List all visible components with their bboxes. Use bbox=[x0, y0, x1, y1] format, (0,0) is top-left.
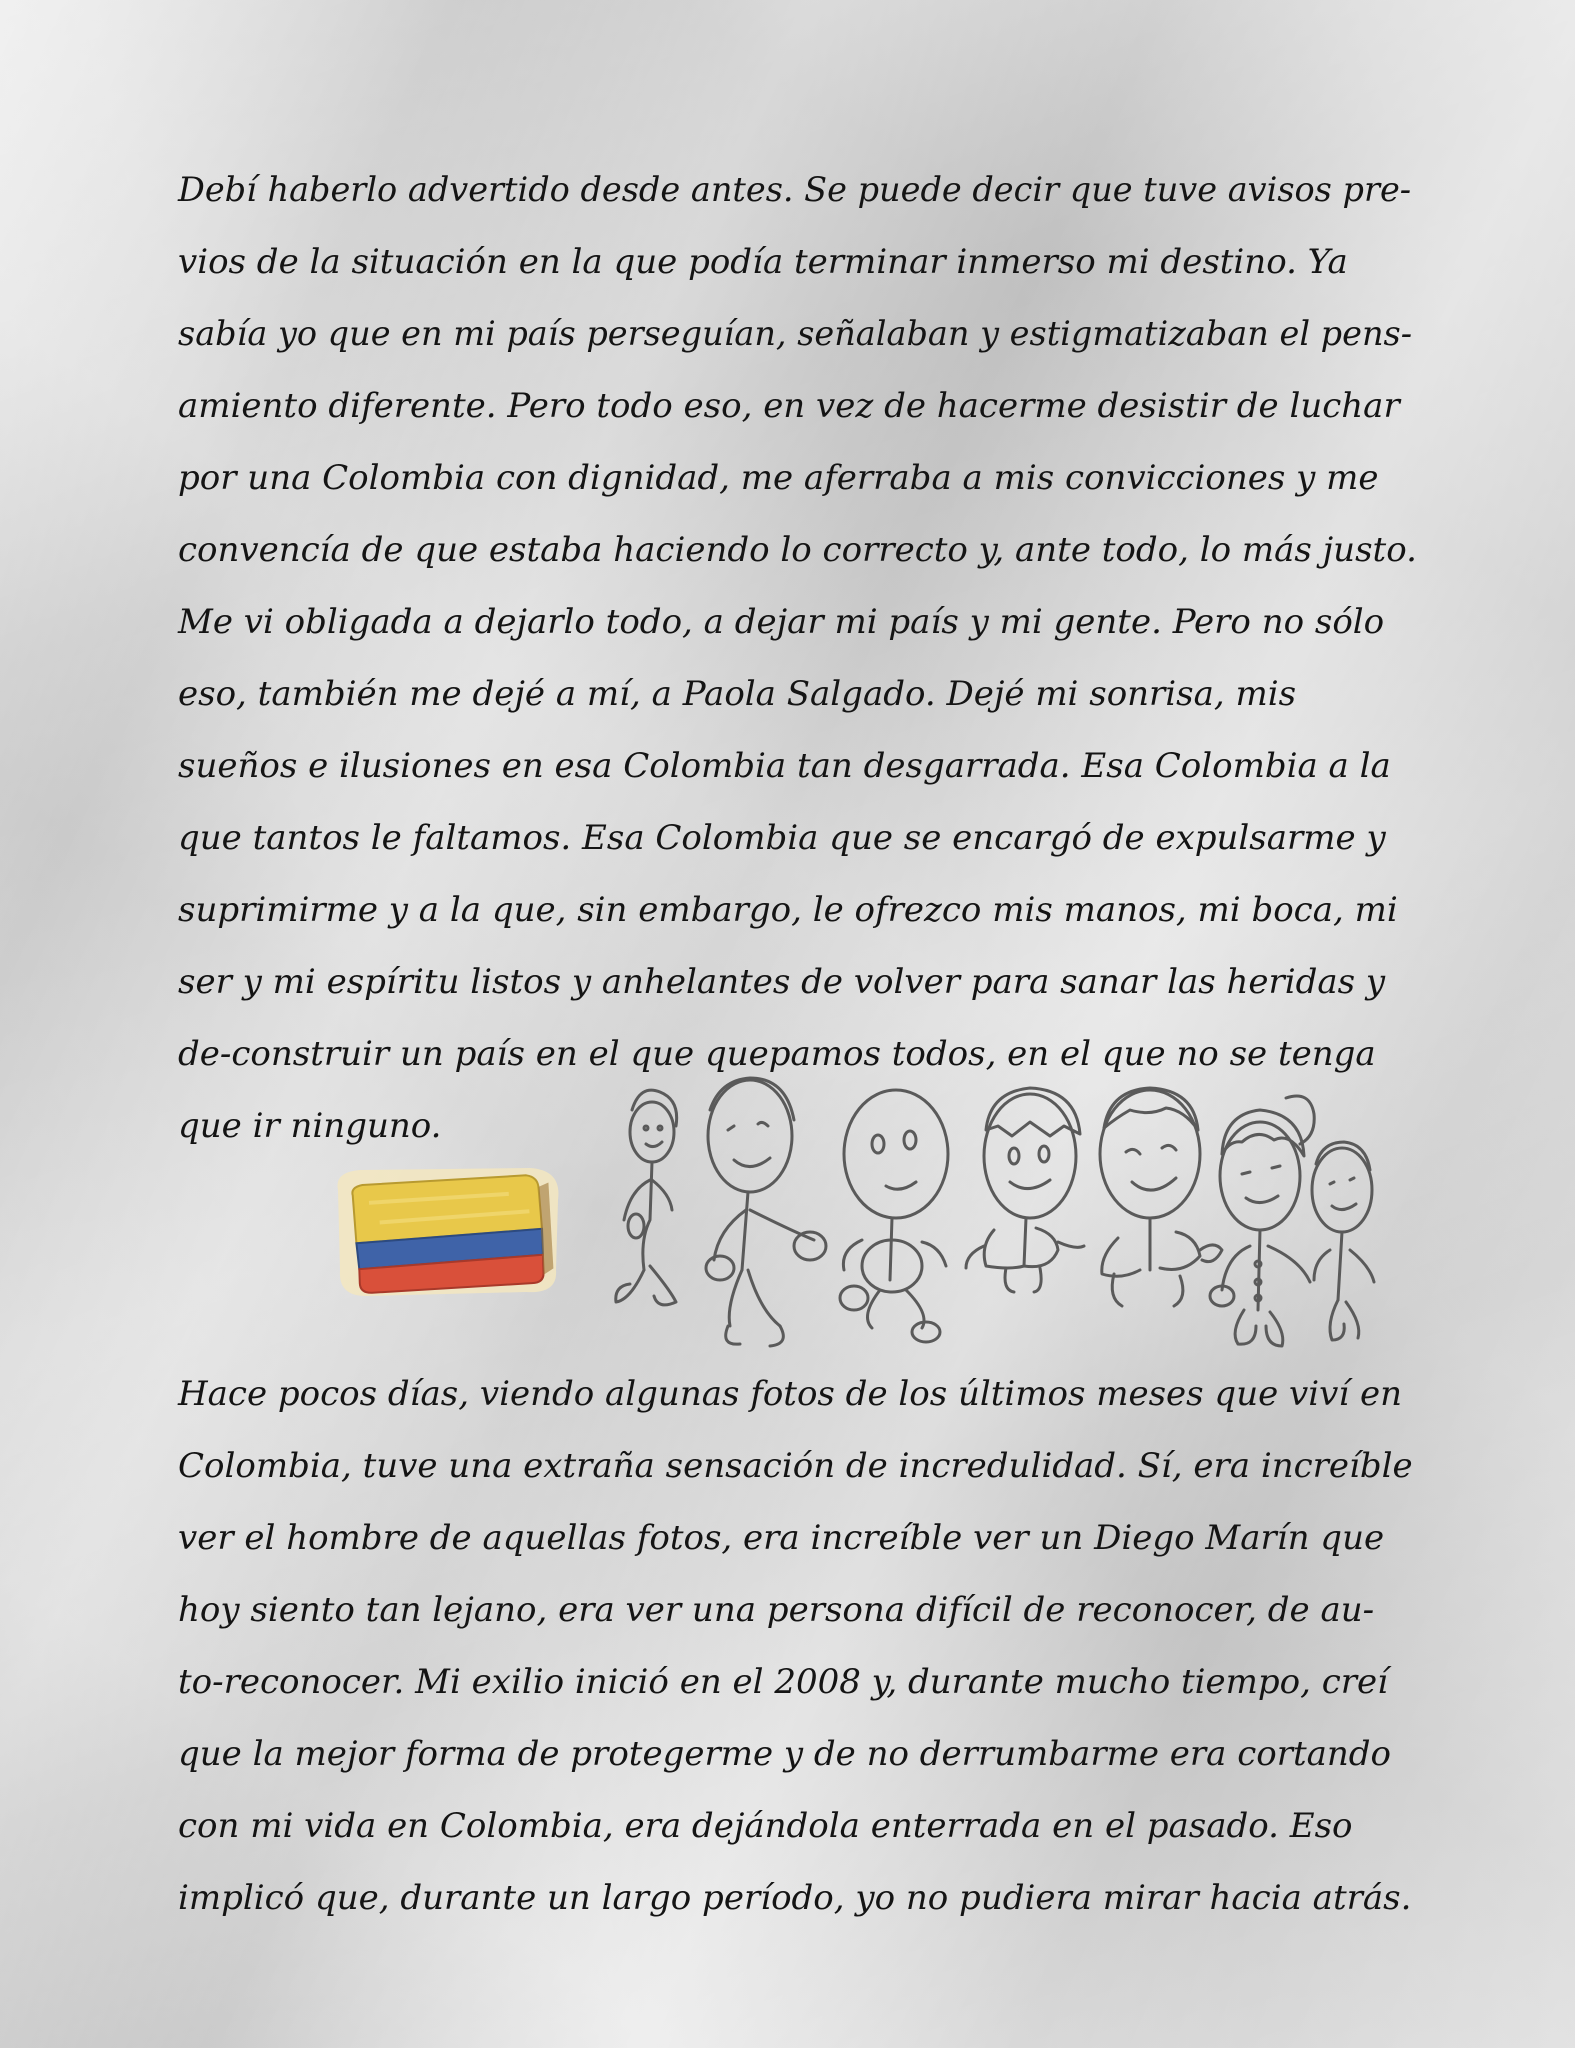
text-line: hoy siento tan lejano, era ver una persona difícil de reconocer, de au- bbox=[178, 1590, 1375, 1630]
text-line: eso, también me dejé a mí, a Paola Salgado. Dejé mi sonrisa, mis bbox=[178, 674, 1297, 714]
text-line: ser y mi espíritu listos y anhelantes de volver para sanar las heridas y bbox=[178, 962, 1386, 1002]
text-line: suprimirme y a la que, sin embargo, le ofrezco mis manos, mi boca, mi bbox=[178, 890, 1398, 930]
text-line: Colombia, tuve una extraña sensación de incredulidad. Sí, era increíble bbox=[178, 1446, 1413, 1486]
text-line: amiento diferente. Pero todo eso, en vez de hacerme desistir de luchar bbox=[178, 386, 1400, 426]
colombia-flag-drawing-icon bbox=[330, 1160, 570, 1302]
paragraph-2 bbox=[178, 1358, 1418, 1934]
text-line: implicó que, durante un largo período, yo no pudiera mirar hacia atrás. bbox=[178, 1878, 1412, 1918]
text-line: ver el hombre de aquellas fotos, era increíble ver un Diego Marín que bbox=[178, 1518, 1385, 1558]
text-line: que la mejor forma de protegerme y de no derrumbarme era cortando bbox=[178, 1734, 1392, 1774]
text-line: Hace pocos días, viendo algunas fotos de los últimos meses que viví en bbox=[178, 1374, 1403, 1414]
text-line: de-construir un país en el que quepamos todos, en el que no se tenga bbox=[178, 1034, 1376, 1074]
text-line: que ir ninguno. bbox=[178, 1106, 442, 1146]
text-line: que tantos le faltamos. Esa Colombia que se encargó de expulsarme y bbox=[178, 818, 1386, 858]
text-line: convencía de que estaba haciendo lo correcto y, ante todo, lo más justo. bbox=[178, 530, 1417, 570]
paragraph-1 bbox=[178, 154, 1418, 1162]
text-line: por una Colombia con dignidad, me aferraba a mis convicciones y me bbox=[178, 458, 1379, 498]
text-line: con mi vida en Colombia, era dejándola enterrada en el pasado. Eso bbox=[178, 1806, 1353, 1846]
text-line: Me vi obligada a dejarlo todo, a dejar mi país y mi gente. Pero no sólo bbox=[178, 602, 1385, 642]
children-drawing-icon bbox=[610, 1070, 1380, 1370]
text-line: Debí haberlo advertido desde antes. Se puede decir que tuve avisos pre- bbox=[178, 170, 1412, 209]
text-line: sueños e ilusiones en esa Colombia tan desgarrada. Esa Colombia a la bbox=[178, 746, 1391, 786]
text-line: sabía yo que en mi país perseguían, señalaban y estigmatizaban el pens- bbox=[178, 314, 1413, 353]
text-line: vios de la situación en la que podía terminar inmerso mi destino. Ya bbox=[178, 242, 1348, 282]
text-line: to-reconocer. Mi exilio inició en el 2008 y, durante mucho tiempo, creí bbox=[178, 1662, 1389, 1702]
